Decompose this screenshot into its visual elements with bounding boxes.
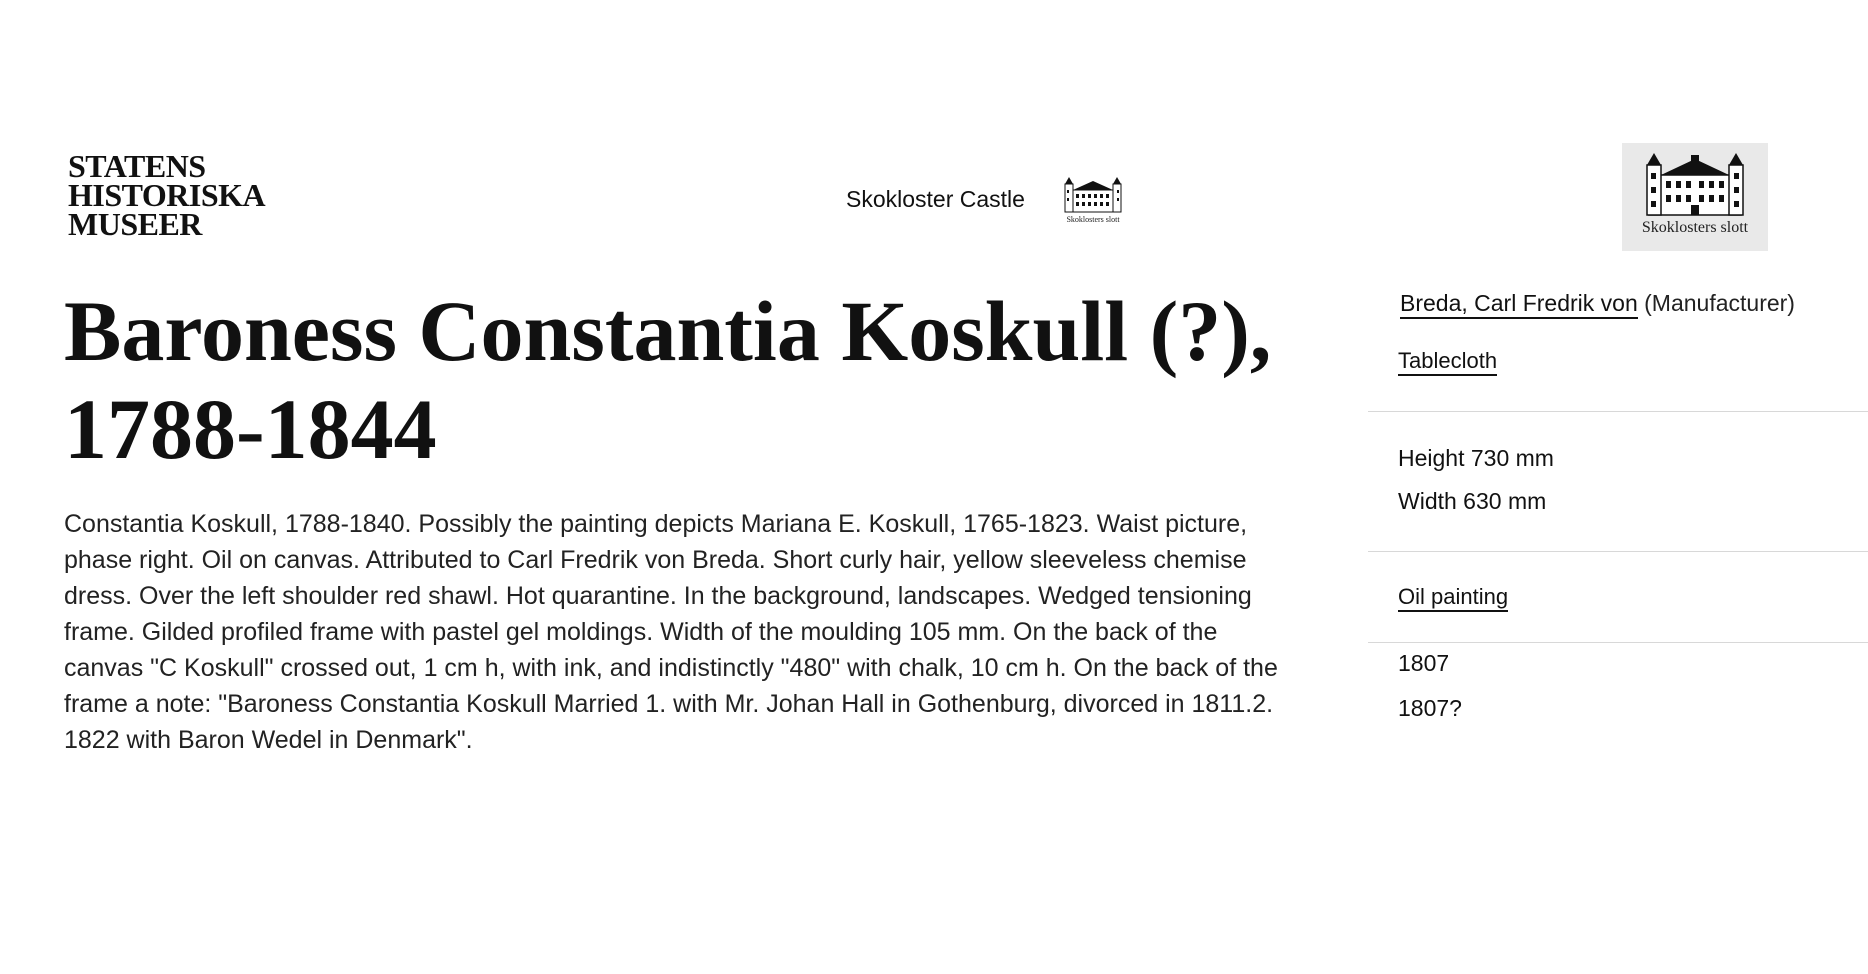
logo-line-1: STATENS xyxy=(68,148,206,184)
castle-logo-small-caption: Skoklosters slott xyxy=(1066,215,1120,224)
maker-row xyxy=(1400,290,1795,317)
castle-logo-small xyxy=(1060,176,1126,232)
category-link[interactable]: Tablecloth xyxy=(1398,348,1497,376)
statens-historiska-museer-logo[interactable] xyxy=(68,148,266,242)
date-value-uncertain: 1807? xyxy=(1398,695,1462,721)
height-measure: Height 730 mm xyxy=(1398,445,1554,471)
width-measure: Width 630 mm xyxy=(1398,488,1547,514)
castle-icon xyxy=(1063,176,1123,214)
divider xyxy=(1368,411,1868,412)
technique-link[interactable]: Oil painting xyxy=(1398,584,1508,612)
category-row xyxy=(1398,348,1497,374)
castle-logo-box[interactable] xyxy=(1622,143,1768,251)
object-description: Constantia Koskull, 1788-1840. Possibly the painting depicts Mariana E. Koskull, 1765-1823. Waist picture, phase right. Oil on canvas. Attributed to Carl Fredrik von Breda. Short curly hair, yellow sleeveless chemise dress. Over the left shoulder red shawl. Hot quarantine. In the background, landscapes. Wedged tensioning frame. Gilded profiled frame with pastel gel moldings. Width of the moulding 105 mm. On the back of the canvas "C Koskull" crossed out, 1 cm h, with ink, and indistinctly "480" with chalk, 10 cm h. On the back of the frame a note: "Baroness Constantia Koskull Married 1. with Mr. Johan Hall in Gothenburg, divorced in 1811.2. 1822 with Baron Wedel in Denmark". xyxy=(64,510,1278,754)
divider xyxy=(1368,642,1868,643)
maker-link[interactable]: Breda, Carl Fredrik von xyxy=(1400,290,1638,319)
castle-logo-box-caption: Skoklosters slott xyxy=(1641,219,1749,236)
maker-role: (Manufacturer) xyxy=(1644,290,1795,316)
logo-line-3: MUSEER xyxy=(68,206,202,242)
castle-icon xyxy=(1645,151,1745,217)
technique-row xyxy=(1398,584,1508,610)
date-value: 1807 xyxy=(1398,650,1450,676)
page-title: Baroness Constantia Koskull (?), 1788-1844 xyxy=(64,283,1272,477)
divider xyxy=(1368,551,1868,552)
logo-line-2: HISTORISKA xyxy=(68,177,266,213)
institution-name: Skokloster Castle xyxy=(846,186,1025,212)
